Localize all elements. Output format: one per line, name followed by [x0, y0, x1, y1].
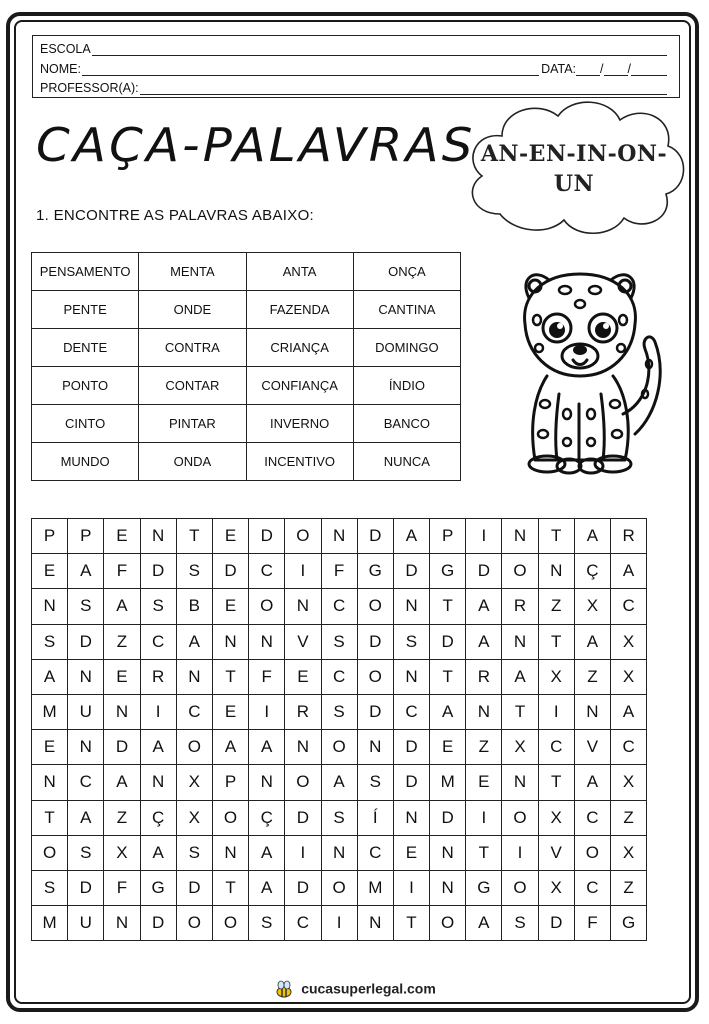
- grid-letter-cell[interactable]: N: [321, 519, 357, 554]
- grid-letter-cell[interactable]: O: [574, 835, 610, 870]
- grid-letter-cell[interactable]: F: [104, 870, 140, 905]
- grid-letter-cell[interactable]: A: [104, 589, 140, 624]
- grid-letter-cell[interactable]: S: [321, 800, 357, 835]
- grid-letter-cell[interactable]: D: [285, 800, 321, 835]
- grid-letter-cell[interactable]: O: [32, 835, 68, 870]
- grid-letter-cell[interactable]: N: [393, 659, 429, 694]
- grid-letter-cell[interactable]: I: [285, 554, 321, 589]
- grid-letter-cell[interactable]: I: [285, 835, 321, 870]
- grid-letter-cell[interactable]: C: [176, 694, 212, 729]
- grid-letter-cell[interactable]: X: [611, 659, 647, 694]
- grid-letter-cell[interactable]: X: [574, 589, 610, 624]
- grid-letter-cell[interactable]: A: [249, 835, 285, 870]
- grid-letter-cell[interactable]: G: [357, 554, 393, 589]
- cloud-line-1: AN-EN-IN-ON-: [480, 141, 668, 167]
- grid-letter-cell[interactable]: N: [393, 589, 429, 624]
- grid-letter-cell[interactable]: D: [538, 906, 574, 941]
- grid-letter-cell[interactable]: M: [32, 694, 68, 729]
- grid-letter-cell[interactable]: D: [285, 870, 321, 905]
- grid-letter-cell[interactable]: X: [538, 870, 574, 905]
- footer: [0, 979, 709, 1001]
- word-cell: FAZENDA: [246, 291, 353, 329]
- grid-letter-cell[interactable]: P: [68, 519, 104, 554]
- word-cell: CRIANÇA: [246, 329, 353, 367]
- grid-letter-cell[interactable]: T: [538, 624, 574, 659]
- grid-letter-cell[interactable]: T: [32, 800, 68, 835]
- grid-letter-cell[interactable]: E: [104, 659, 140, 694]
- grid-letter-cell[interactable]: N: [176, 659, 212, 694]
- grid-letter-cell[interactable]: I: [538, 694, 574, 729]
- grid-letter-cell[interactable]: N: [104, 694, 140, 729]
- grid-letter-cell[interactable]: I: [466, 800, 502, 835]
- grid-letter-cell[interactable]: N: [68, 659, 104, 694]
- grid-letter-cell[interactable]: A: [574, 765, 610, 800]
- grid-row: [32, 694, 647, 729]
- grid-row: [32, 906, 647, 941]
- grid-letter-cell[interactable]: V: [574, 730, 610, 765]
- word-cell: PINTAR: [139, 405, 246, 443]
- grid-letter-cell[interactable]: S: [321, 694, 357, 729]
- grid-letter-cell[interactable]: D: [357, 519, 393, 554]
- grid-letter-cell[interactable]: A: [393, 519, 429, 554]
- grid-letter-cell[interactable]: C: [68, 765, 104, 800]
- grid-letter-cell[interactable]: N: [574, 694, 610, 729]
- grid-letter-cell[interactable]: E: [104, 519, 140, 554]
- grid-letter-cell[interactable]: I: [393, 870, 429, 905]
- grid-letter-cell[interactable]: E: [212, 694, 248, 729]
- grid-letter-cell[interactable]: E: [393, 835, 429, 870]
- grid-letter-cell[interactable]: I: [249, 694, 285, 729]
- grid-row: [32, 800, 647, 835]
- grid-letter-cell[interactable]: O: [176, 730, 212, 765]
- grid-letter-cell[interactable]: D: [212, 554, 248, 589]
- grid-letter-cell[interactable]: N: [140, 519, 176, 554]
- grid-row: [32, 519, 647, 554]
- grid-letter-cell[interactable]: A: [249, 730, 285, 765]
- grid-letter-cell[interactable]: P: [212, 765, 248, 800]
- grid-letter-cell[interactable]: B: [176, 589, 212, 624]
- word-cell: PENTE: [32, 291, 139, 329]
- word-cell: ONDA: [139, 443, 246, 481]
- grid-letter-cell[interactable]: N: [32, 765, 68, 800]
- word-cell: MENTA: [139, 253, 246, 291]
- grid-letter-cell[interactable]: S: [321, 624, 357, 659]
- grid-letter-cell[interactable]: D: [357, 694, 393, 729]
- word-cell: ANTA: [246, 253, 353, 291]
- grid-letter-cell[interactable]: F: [321, 554, 357, 589]
- grid-letter-cell[interactable]: N: [285, 730, 321, 765]
- teacher-line: [40, 78, 667, 95]
- grid-letter-cell[interactable]: N: [502, 765, 538, 800]
- grid-letter-cell[interactable]: M: [32, 906, 68, 941]
- grid-letter-cell[interactable]: N: [212, 624, 248, 659]
- grid-letter-cell[interactable]: I: [321, 906, 357, 941]
- grid-letter-cell[interactable]: T: [502, 694, 538, 729]
- grid-row: [32, 589, 647, 624]
- grid-letter-cell[interactable]: I: [466, 519, 502, 554]
- school-field[interactable]: [92, 42, 667, 56]
- word-list-table: [31, 252, 461, 481]
- grid-letter-cell[interactable]: S: [176, 835, 212, 870]
- grid-letter-cell[interactable]: S: [176, 554, 212, 589]
- cloud-line-2: UN: [553, 171, 595, 197]
- grid-letter-cell[interactable]: T: [430, 659, 466, 694]
- grid-letter-cell[interactable]: A: [321, 765, 357, 800]
- grid-letter-cell[interactable]: S: [68, 589, 104, 624]
- grid-letter-cell[interactable]: T: [538, 519, 574, 554]
- grid-letter-cell[interactable]: N: [104, 906, 140, 941]
- grid-letter-cell[interactable]: E: [32, 554, 68, 589]
- grid-letter-cell[interactable]: O: [321, 730, 357, 765]
- grid-letter-cell[interactable]: T: [212, 659, 248, 694]
- name-field[interactable]: [82, 62, 539, 76]
- grid-letter-cell[interactable]: C: [611, 589, 647, 624]
- grid-letter-cell[interactable]: N: [357, 730, 393, 765]
- grid-row: [32, 835, 647, 870]
- grid-row: [32, 659, 647, 694]
- grid-letter-cell[interactable]: V: [538, 835, 574, 870]
- grid-letter-cell[interactable]: T: [212, 870, 248, 905]
- grid-letter-cell[interactable]: A: [502, 659, 538, 694]
- grid-letter-cell[interactable]: S: [502, 906, 538, 941]
- grid-letter-cell[interactable]: X: [611, 835, 647, 870]
- grid-letter-cell[interactable]: R: [611, 519, 647, 554]
- grid-letter-cell[interactable]: D: [393, 765, 429, 800]
- date-slash: /: [600, 62, 604, 76]
- word-cell: DENTE: [32, 329, 139, 367]
- grid-letter-cell[interactable]: O: [212, 906, 248, 941]
- grid-letter-cell[interactable]: S: [357, 765, 393, 800]
- grid-letter-cell[interactable]: V: [285, 624, 321, 659]
- word-cell: ONDE: [139, 291, 246, 329]
- grid-letter-cell[interactable]: C: [321, 589, 357, 624]
- word-cell: ÍNDIO: [353, 367, 460, 405]
- grid-letter-cell[interactable]: T: [538, 765, 574, 800]
- grid-letter-cell[interactable]: N: [430, 835, 466, 870]
- grid-letter-cell[interactable]: C: [357, 835, 393, 870]
- word-cell: INVERNO: [246, 405, 353, 443]
- grid-letter-cell[interactable]: D: [176, 870, 212, 905]
- grid-letter-cell[interactable]: N: [285, 589, 321, 624]
- word-cell: MUNDO: [32, 443, 139, 481]
- word-row: [32, 329, 461, 367]
- grid-letter-cell[interactable]: D: [104, 730, 140, 765]
- grid-row: [32, 554, 647, 589]
- grid-letter-cell[interactable]: A: [611, 554, 647, 589]
- grid-letter-cell[interactable]: S: [32, 870, 68, 905]
- grid-row: [32, 870, 647, 905]
- word-cell: NUNCA: [353, 443, 460, 481]
- grid-letter-cell[interactable]: A: [104, 765, 140, 800]
- grid-letter-cell[interactable]: M: [357, 870, 393, 905]
- grid-letter-cell[interactable]: A: [466, 906, 502, 941]
- grid-row: [32, 730, 647, 765]
- grid-letter-cell[interactable]: A: [212, 730, 248, 765]
- grid-letter-cell[interactable]: O: [357, 659, 393, 694]
- grid-letter-cell[interactable]: T: [393, 906, 429, 941]
- grid-letter-cell[interactable]: X: [104, 835, 140, 870]
- grid-letter-cell[interactable]: C: [285, 906, 321, 941]
- grid-letter-cell[interactable]: A: [68, 554, 104, 589]
- grid-letter-cell[interactable]: N: [212, 835, 248, 870]
- grid-letter-cell[interactable]: X: [611, 624, 647, 659]
- grid-letter-cell[interactable]: X: [611, 765, 647, 800]
- grid-letter-cell[interactable]: A: [32, 659, 68, 694]
- grid-letter-cell[interactable]: A: [140, 835, 176, 870]
- grid-letter-cell[interactable]: N: [466, 694, 502, 729]
- grid-letter-cell[interactable]: N: [321, 835, 357, 870]
- grid-letter-cell[interactable]: G: [140, 870, 176, 905]
- page-title: CAÇA-PALAVRAS: [36, 118, 476, 172]
- grid-letter-cell[interactable]: A: [574, 624, 610, 659]
- grid-letter-cell[interactable]: I: [140, 694, 176, 729]
- grid-letter-cell[interactable]: N: [140, 765, 176, 800]
- grid-letter-cell[interactable]: A: [176, 624, 212, 659]
- grid-letter-cell[interactable]: O: [249, 589, 285, 624]
- grid-letter-cell[interactable]: U: [68, 906, 104, 941]
- grid-letter-cell[interactable]: R: [140, 659, 176, 694]
- grid-letter-cell[interactable]: A: [466, 624, 502, 659]
- grid-letter-cell[interactable]: X: [502, 730, 538, 765]
- grid-letter-cell[interactable]: Z: [104, 800, 140, 835]
- grid-letter-cell[interactable]: D: [430, 624, 466, 659]
- grid-letter-cell[interactable]: G: [430, 554, 466, 589]
- grid-letter-cell[interactable]: O: [502, 800, 538, 835]
- grid-row: [32, 765, 647, 800]
- grid-letter-cell[interactable]: D: [249, 519, 285, 554]
- grid-letter-cell[interactable]: U: [68, 694, 104, 729]
- grid-letter-cell[interactable]: N: [249, 765, 285, 800]
- date-label: DATA:: [541, 62, 577, 76]
- grid-letter-cell[interactable]: O: [502, 870, 538, 905]
- word-cell: CANTINA: [353, 291, 460, 329]
- date-month-field[interactable]: [604, 62, 628, 76]
- grid-letter-cell[interactable]: O: [357, 589, 393, 624]
- grid-letter-cell[interactable]: S: [393, 624, 429, 659]
- grid-letter-cell[interactable]: A: [68, 800, 104, 835]
- date-slash: /: [627, 62, 631, 76]
- grid-letter-cell[interactable]: P: [430, 519, 466, 554]
- grid-letter-cell[interactable]: A: [611, 694, 647, 729]
- word-cell: ONÇA: [353, 253, 460, 291]
- word-cell: CONTAR: [139, 367, 246, 405]
- grid-letter-cell[interactable]: D: [140, 554, 176, 589]
- grid-letter-cell[interactable]: Í: [357, 800, 393, 835]
- grid-letter-cell[interactable]: D: [357, 624, 393, 659]
- grid-letter-cell[interactable]: O: [212, 800, 248, 835]
- grid-letter-cell[interactable]: P: [32, 519, 68, 554]
- grid-letter-cell[interactable]: O: [285, 519, 321, 554]
- grid-letter-cell[interactable]: D: [68, 624, 104, 659]
- school-line: [40, 39, 667, 56]
- grid-letter-cell[interactable]: X: [176, 765, 212, 800]
- grid-letter-cell[interactable]: F: [574, 906, 610, 941]
- grid-letter-cell[interactable]: Z: [611, 800, 647, 835]
- instruction-text: 1. ENCONTRE AS PALAVRAS ABAIXO:: [36, 207, 315, 224]
- word-search-grid: [31, 518, 647, 941]
- grid-letter-cell[interactable]: Z: [538, 589, 574, 624]
- grid-letter-cell[interactable]: E: [285, 659, 321, 694]
- school-label: ESCOLA: [40, 42, 91, 56]
- grid-letter-cell[interactable]: O: [321, 870, 357, 905]
- grid-letter-cell[interactable]: C: [611, 730, 647, 765]
- grid-letter-cell[interactable]: O: [285, 765, 321, 800]
- grid-letter-cell[interactable]: C: [538, 730, 574, 765]
- grid-letter-cell[interactable]: O: [176, 906, 212, 941]
- date-day-field[interactable]: [576, 62, 600, 76]
- grid-letter-cell[interactable]: N: [538, 554, 574, 589]
- grid-letter-cell[interactable]: D: [393, 730, 429, 765]
- grid-letter-cell[interactable]: C: [249, 554, 285, 589]
- grid-letter-cell[interactable]: R: [466, 659, 502, 694]
- jaguar-illustration: [495, 264, 670, 479]
- grid-letter-cell[interactable]: Ç: [574, 554, 610, 589]
- date-year-field[interactable]: [631, 62, 667, 76]
- grid-letter-cell[interactable]: I: [502, 835, 538, 870]
- grid-letter-cell[interactable]: F: [249, 659, 285, 694]
- grid-letter-cell[interactable]: T: [466, 835, 502, 870]
- grid-letter-cell[interactable]: Ç: [140, 800, 176, 835]
- grid-letter-cell[interactable]: X: [176, 800, 212, 835]
- grid-letter-cell[interactable]: E: [466, 765, 502, 800]
- grid-letter-cell[interactable]: A: [466, 589, 502, 624]
- grid-letter-cell[interactable]: N: [249, 624, 285, 659]
- grid-letter-cell[interactable]: A: [249, 870, 285, 905]
- grid-letter-cell[interactable]: E: [212, 519, 248, 554]
- grid-letter-cell[interactable]: Z: [611, 870, 647, 905]
- cloud-syllables: [474, 139, 674, 199]
- grid-letter-cell[interactable]: G: [466, 870, 502, 905]
- grid-letter-cell[interactable]: G: [611, 906, 647, 941]
- bee-logo-icon: [273, 979, 295, 1001]
- word-cell: CINTO: [32, 405, 139, 443]
- word-row: [32, 443, 461, 481]
- grid-letter-cell[interactable]: R: [502, 589, 538, 624]
- grid-letter-cell[interactable]: F: [104, 554, 140, 589]
- grid-letter-cell[interactable]: Z: [104, 624, 140, 659]
- grid-letter-cell[interactable]: S: [140, 589, 176, 624]
- grid-letter-cell[interactable]: S: [32, 624, 68, 659]
- grid-letter-cell[interactable]: C: [321, 659, 357, 694]
- header-info-box: [32, 35, 680, 98]
- grid-letter-cell[interactable]: S: [249, 906, 285, 941]
- grid-letter-cell[interactable]: X: [538, 659, 574, 694]
- grid-letter-cell[interactable]: R: [285, 694, 321, 729]
- grid-letter-cell[interactable]: A: [430, 694, 466, 729]
- grid-letter-cell[interactable]: Z: [574, 659, 610, 694]
- word-cell: CONTRA: [139, 329, 246, 367]
- name-label: NOME:: [40, 62, 81, 76]
- name-date-line: [40, 59, 667, 76]
- grid-letter-cell[interactable]: T: [430, 589, 466, 624]
- grid-letter-cell[interactable]: M: [430, 765, 466, 800]
- grid-letter-cell[interactable]: Z: [466, 730, 502, 765]
- grid-letter-cell[interactable]: X: [538, 800, 574, 835]
- grid-letter-cell[interactable]: A: [574, 519, 610, 554]
- grid-letter-cell[interactable]: C: [393, 694, 429, 729]
- grid-letter-cell[interactable]: E: [32, 730, 68, 765]
- grid-letter-cell[interactable]: E: [212, 589, 248, 624]
- grid-letter-cell[interactable]: S: [68, 835, 104, 870]
- grid-letter-cell[interactable]: N: [502, 519, 538, 554]
- grid-letter-cell[interactable]: N: [430, 870, 466, 905]
- word-row: [32, 291, 461, 329]
- grid-letter-cell[interactable]: N: [357, 906, 393, 941]
- grid-letter-cell[interactable]: D: [430, 800, 466, 835]
- site-url[interactable]: cucasuperlegal.com: [301, 980, 436, 997]
- word-cell: INCENTIVO: [246, 443, 353, 481]
- grid-letter-cell[interactable]: C: [140, 624, 176, 659]
- word-cell: BANCO: [353, 405, 460, 443]
- grid-letter-cell[interactable]: E: [430, 730, 466, 765]
- grid-row: [32, 624, 647, 659]
- grid-letter-cell[interactable]: O: [502, 554, 538, 589]
- word-cell: CONFIANÇA: [246, 367, 353, 405]
- grid-letter-cell[interactable]: N: [32, 589, 68, 624]
- word-cell: PONTO: [32, 367, 139, 405]
- word-row: [32, 367, 461, 405]
- grid-letter-cell[interactable]: C: [574, 870, 610, 905]
- grid-letter-cell[interactable]: A: [140, 730, 176, 765]
- grid-letter-cell[interactable]: N: [68, 730, 104, 765]
- word-cell: PENSAMENTO: [32, 253, 139, 291]
- grid-letter-cell[interactable]: C: [574, 800, 610, 835]
- grid-letter-cell[interactable]: T: [176, 519, 212, 554]
- grid-letter-cell[interactable]: D: [140, 906, 176, 941]
- grid-letter-cell[interactable]: D: [68, 870, 104, 905]
- grid-letter-cell[interactable]: N: [502, 624, 538, 659]
- word-cell: DOMINGO: [353, 329, 460, 367]
- grid-letter-cell[interactable]: Ç: [249, 800, 285, 835]
- grid-letter-cell[interactable]: D: [393, 554, 429, 589]
- grid-letter-cell[interactable]: O: [430, 906, 466, 941]
- teacher-label: PROFESSOR(A):: [40, 81, 139, 95]
- word-row: [32, 405, 461, 443]
- grid-letter-cell[interactable]: N: [393, 800, 429, 835]
- word-row: [32, 253, 461, 291]
- teacher-field[interactable]: [140, 81, 667, 95]
- grid-letter-cell[interactable]: D: [466, 554, 502, 589]
